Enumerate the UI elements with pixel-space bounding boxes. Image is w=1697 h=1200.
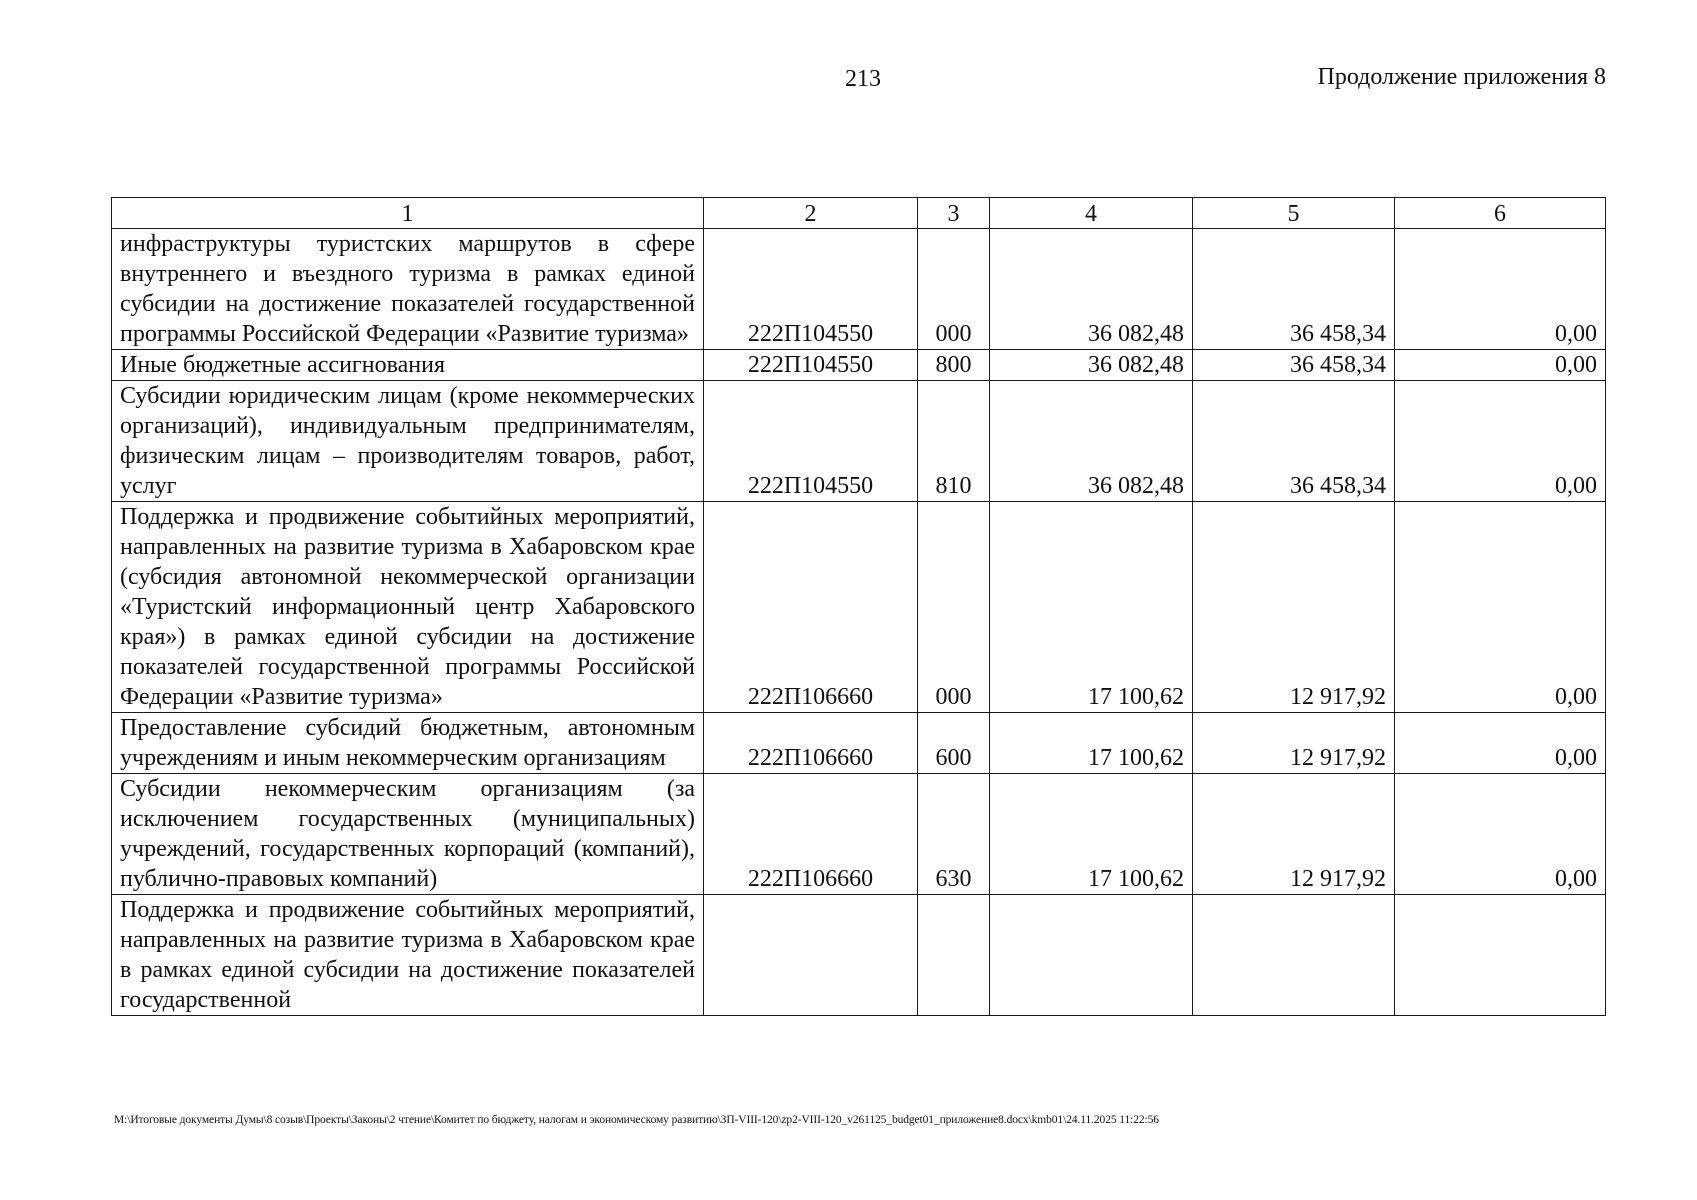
column-header-2: 2 bbox=[704, 198, 918, 229]
target-article-code: 222П104550 bbox=[704, 350, 918, 381]
table-row bbox=[112, 502, 1606, 713]
table-row bbox=[112, 895, 1606, 1016]
amount-col5: 36 458,34 bbox=[1193, 229, 1395, 350]
amount-col6: 0,00 bbox=[1395, 350, 1606, 381]
target-article-code: 222П106660 bbox=[704, 502, 918, 713]
amount-col4: 36 082,48 bbox=[990, 381, 1193, 502]
amount-col6 bbox=[1395, 895, 1606, 1016]
row-name: Иные бюджетные ассигнования bbox=[112, 350, 704, 381]
page-number: 213 bbox=[845, 66, 881, 92]
row-name: Предоставление субсидий бюджетным, автономным учреждениям и иным некоммерческим организациям bbox=[112, 713, 704, 774]
target-article-code bbox=[704, 895, 918, 1016]
table-row bbox=[112, 229, 1606, 350]
amount-col4: 36 082,48 bbox=[990, 350, 1193, 381]
table-row bbox=[112, 774, 1606, 895]
amount-col5: 12 917,92 bbox=[1193, 502, 1395, 713]
target-article-code: 222П104550 bbox=[704, 229, 918, 350]
row-name: Субсидии юридическим лицам (кроме некоммерческих организаций), индивидуальным предпринимателям, физическим лицам – производителям товаров, работ, услуг bbox=[112, 381, 704, 502]
expense-type-code: 810 bbox=[918, 381, 990, 502]
amount-col4: 17 100,62 bbox=[990, 713, 1193, 774]
amount-col5: 12 917,92 bbox=[1193, 774, 1395, 895]
table-row bbox=[112, 381, 1606, 502]
amount-col6: 0,00 bbox=[1395, 381, 1606, 502]
amount-col4: 17 100,62 bbox=[990, 774, 1193, 895]
column-header-6: 6 bbox=[1395, 198, 1606, 229]
expense-type-code: 000 bbox=[918, 502, 990, 713]
expense-type-code: 800 bbox=[918, 350, 990, 381]
column-header-5: 5 bbox=[1193, 198, 1395, 229]
appendix-continuation-title: Продолжение приложения 8 bbox=[1317, 64, 1606, 90]
row-name: Поддержка и продвижение событийных мероприятий, направленных на развитие туризма в Хабаровском крае в рамках единой субсидии на достижение показателей государственной bbox=[112, 895, 704, 1016]
table-row bbox=[112, 350, 1606, 381]
row-name: Поддержка и продвижение событийных мероприятий, направленных на развитие туризма в Хабаровском крае (субсидия автономной некоммерческой организации «Туристский информационный центр Хабаровского края») в рамках единой субсидии на достижение показателей государственной программы Российской Федерации «Развитие туризма» bbox=[112, 502, 704, 713]
amount-col4: 17 100,62 bbox=[990, 502, 1193, 713]
target-article-code: 222П106660 bbox=[704, 713, 918, 774]
document-file-path: M:\Итоговые документы Думы\8 созыв\Проекты\Законы\2 чтение\Комитет по бюджету, налогам и экономическому развитию\ЗП-VIII-120\zp2-VIII-120_v261125_budget01_приложение8.docx\kmb01\24.11.2025 11:22:56 bbox=[114, 1114, 1159, 1126]
column-number-row bbox=[112, 198, 1606, 229]
amount-col4 bbox=[990, 895, 1193, 1016]
amount-col6: 0,00 bbox=[1395, 502, 1606, 713]
amount-col5 bbox=[1193, 895, 1395, 1016]
row-name: инфраструктуры туристских маршрутов в сфере внутреннего и въездного туризма в рамках единой субсидии на достижение показателей государственной программы Российской Федерации «Развитие туризма» bbox=[112, 229, 704, 350]
column-header-4: 4 bbox=[990, 198, 1193, 229]
column-header-1: 1 bbox=[112, 198, 704, 229]
amount-col5: 36 458,34 bbox=[1193, 350, 1395, 381]
amount-col6: 0,00 bbox=[1395, 774, 1606, 895]
row-name: Субсидии некоммерческим организациям (за исключением государственных (муниципальных) учреждений, государственных корпораций (компаний), публично-правовых компаний) bbox=[112, 774, 704, 895]
expense-type-code bbox=[918, 895, 990, 1016]
amount-col4: 36 082,48 bbox=[990, 229, 1193, 350]
column-header-3: 3 bbox=[918, 198, 990, 229]
amount-col5: 12 917,92 bbox=[1193, 713, 1395, 774]
expense-type-code: 000 bbox=[918, 229, 990, 350]
target-article-code: 222П106660 bbox=[704, 774, 918, 895]
amount-col6: 0,00 bbox=[1395, 713, 1606, 774]
target-article-code: 222П104550 bbox=[704, 381, 918, 502]
expense-type-code: 630 bbox=[918, 774, 990, 895]
table-row bbox=[112, 713, 1606, 774]
expense-type-code: 600 bbox=[918, 713, 990, 774]
amount-col6: 0,00 bbox=[1395, 229, 1606, 350]
budget-table bbox=[111, 197, 1606, 1016]
amount-col5: 36 458,34 bbox=[1193, 381, 1395, 502]
